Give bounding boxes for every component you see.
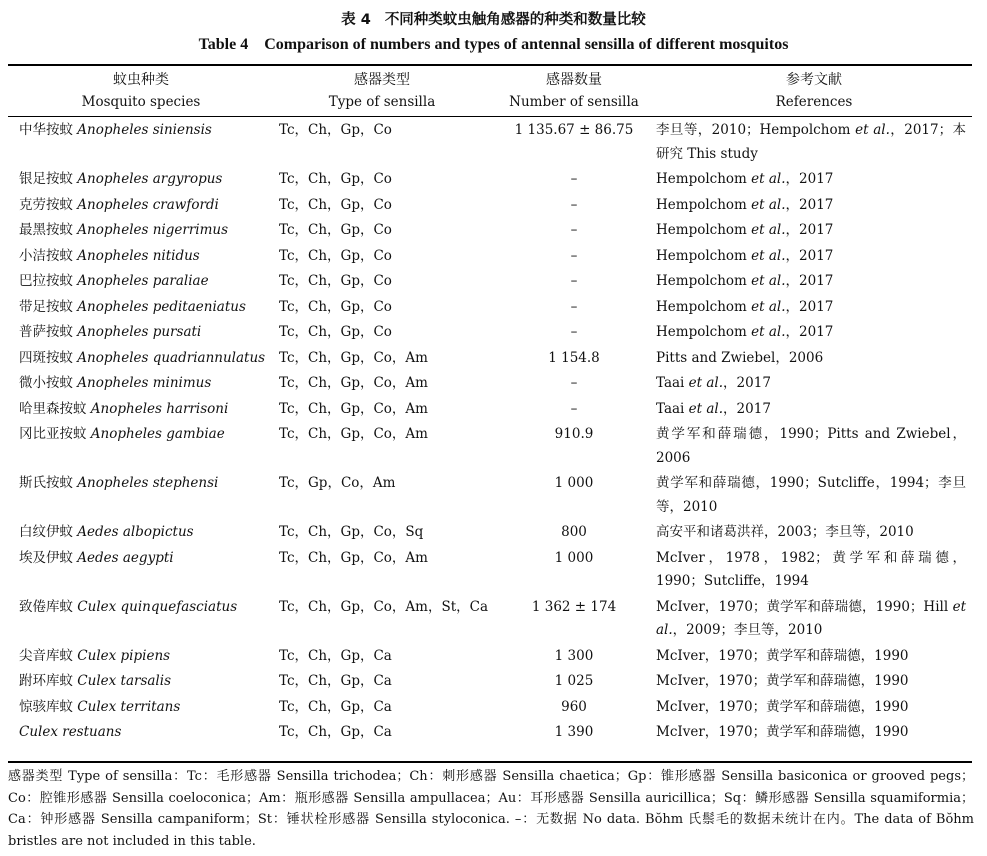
- references-cell: McIver，1978，1982；黄学军和薛瑞德，1990；Sutcliffe，1994: [656, 549, 966, 589]
- species-name-sci: Anopheles gambiae: [90, 426, 225, 442]
- sensilla-number-cell: 1 390: [554, 724, 594, 740]
- sensilla-number-cell: –: [570, 400, 578, 417]
- species-cell: [10, 193, 272, 219]
- species-name-cn: 银足按蚊: [19, 171, 73, 187]
- table-bottom-rule: [8, 761, 972, 763]
- sensilla-number-cell: 960: [561, 698, 587, 715]
- species-cell: [10, 320, 272, 346]
- species-name-cn: 小洁按蚊: [19, 247, 73, 264]
- sensilla-number-cell: 1 025: [554, 673, 594, 689]
- sensilla-number-cell: –: [570, 273, 578, 289]
- header-references-en: References: [775, 94, 853, 110]
- sensilla-number-cell: –: [570, 324, 578, 340]
- references-cell: McIver，1970；黄学军和薛瑞德，1990: [656, 673, 909, 689]
- sensilla-types-cell: Tc，Ch，Gp，Co，Am: [279, 426, 428, 442]
- table-row: [10, 193, 972, 219]
- table-row: [10, 320, 972, 346]
- header-number: [492, 69, 656, 113]
- table-caption-cn: [0, 8, 987, 29]
- references-cell: Taai et al.，2017: [656, 375, 771, 391]
- table-row: [10, 595, 972, 644]
- sensilla-types-cell: Tc，Ch，Gp，Co，Sq: [279, 524, 424, 540]
- table-row: [10, 546, 972, 595]
- species-cell: [10, 118, 272, 167]
- table-label-cn: 表 4: [341, 12, 371, 28]
- species-cell: [10, 218, 272, 244]
- species-name-cn: 四斑按蚊: [19, 349, 73, 366]
- species-cell: [10, 397, 272, 423]
- table-row: [10, 695, 972, 721]
- sensilla-types-cell: Tc，Ch，Gp，Co: [279, 247, 392, 264]
- species-name-sci: Aedes aegypti: [77, 549, 174, 566]
- species-cell: [10, 471, 272, 520]
- species-name-sci: Culex pipiens: [77, 647, 171, 664]
- header-type: [272, 69, 492, 113]
- species-name-cn: 哈里森按蚊: [19, 400, 87, 417]
- species-cell: [10, 244, 272, 270]
- species-name-cn: 跗环库蚊: [19, 673, 73, 689]
- sensilla-number-cell: –: [570, 298, 578, 315]
- species-name-sci: Culex territans: [77, 698, 181, 715]
- species-name-cn: 白纹伊蚊: [19, 524, 73, 540]
- species-name-sci: Anopheles nigerrimus: [77, 222, 229, 238]
- header-species-en: Mosquito species: [81, 94, 201, 110]
- species-name-sci: Anopheles nitidus: [77, 247, 200, 264]
- references-cell: 黄学军和薛瑞德，1990；Sutcliffe，1994；李旦等，2010: [656, 475, 966, 515]
- species-name-cn: 中华按蚊: [19, 122, 73, 138]
- references-cell: 高安平和诸葛洪祥，2003；李旦等，2010: [656, 524, 914, 540]
- sensilla-number-cell: –: [570, 222, 578, 238]
- sensilla-types-cell: Tc，Ch，Gp，Co: [279, 171, 392, 187]
- species-cell: [10, 595, 272, 644]
- table-row: [10, 644, 972, 670]
- table-title-cn: 不同种类蚊虫触角感器的种类和数量比较: [384, 12, 646, 28]
- references-cell: 黄学军和薛瑞德，1990；Pitts and Zwiebel，2006: [656, 426, 966, 466]
- species-cell: [10, 644, 272, 670]
- species-name-sci: Aedes albopictus: [77, 524, 194, 540]
- header-species-cn: 蚊虫种类: [113, 72, 169, 88]
- references-cell: McIver，1970；黄学军和薛瑞德，1990: [656, 647, 909, 664]
- species-cell: [10, 520, 272, 546]
- sensilla-number-cell: 1 135.67 ± 86.75: [514, 122, 634, 138]
- species-name-cn: 最黑按蚊: [19, 222, 73, 238]
- table-body: [10, 118, 972, 746]
- sensilla-types-cell: Tc，Ch，Gp，Co: [279, 222, 392, 238]
- table-header-rule: [8, 116, 972, 117]
- table-row: [10, 471, 972, 520]
- species-name-sci: Anopheles siniensis: [77, 122, 212, 138]
- sensilla-types-cell: Tc，Ch，Gp，Co，Am: [279, 375, 428, 391]
- sensilla-number-cell: –: [570, 375, 578, 391]
- references-cell: Hempolchom et al.，2017: [656, 247, 834, 264]
- sensilla-types-cell: Tc，Ch，Gp，Ca: [279, 647, 392, 664]
- species-name-cn: 埃及伊蚊: [19, 549, 73, 566]
- references-cell: McIver，1970；黄学军和薛瑞德，1990: [656, 698, 909, 715]
- species-cell: [10, 669, 272, 695]
- header-number-en: Number of sensilla: [509, 94, 639, 110]
- species-name-sci: Anopheles argyropus: [77, 171, 223, 187]
- sensilla-types-cell: Tc，Ch，Gp，Co: [279, 324, 392, 340]
- species-cell: [10, 371, 272, 397]
- species-cell: [10, 546, 272, 595]
- references-cell: Pitts and Zwiebel，2006: [656, 349, 824, 366]
- species-cell: [10, 295, 272, 321]
- sensilla-number-cell: –: [570, 171, 578, 187]
- table-footnote: 感器类型 Type of sensilla：Tc：毛形感器 Sensilla trichodea；Ch：刺形感器 Sensilla chaetica；Gp：锥形感器 Sensilla basiconica or grooved pegs；Co：腔锥形感器 Sensilla coeloconica；Am：瓶形感器 Sensilla ampullacea；Au：耳形感器 Sensilla auricillica；Sq：鳞形感器 Sensilla squamiformia；Ca：钟形感器 Sensilla campaniform；St：锤状栓形感器 Sensilla styloconica. –：无数据 No data. Bŏhm 氏鬃毛的数据未统计在内。The data of Bŏhm bristles are not included in this table.: [8, 769, 974, 849]
- references-cell: McIver，1970；黄学军和薛瑞德，1990；Hill et al.，2009；李旦等，2010: [656, 598, 966, 638]
- species-name-cn: 尖音库蚊: [19, 647, 73, 664]
- references-cell: Hempolchom et al.，2017: [656, 171, 834, 187]
- species-name-cn: 普萨按蚊: [19, 324, 73, 340]
- header-type-cn: 感器类型: [354, 72, 410, 88]
- sensilla-types-cell: Tc，Ch，Gp，Co，Am: [279, 549, 428, 566]
- table-row: [10, 397, 972, 423]
- table-row: [10, 167, 972, 193]
- sensilla-table: [10, 118, 972, 746]
- sensilla-number-cell: 910.9: [554, 426, 594, 442]
- species-name-cn: 带足按蚊: [19, 298, 73, 315]
- table-caption-en: [0, 36, 987, 54]
- species-cell: [10, 695, 272, 721]
- species-name-sci: Anopheles peditaeniatus: [77, 298, 246, 315]
- sensilla-types-cell: Tc，Ch，Gp，Ca: [279, 673, 392, 689]
- species-name-sci: Anopheles quadriannulatus: [77, 349, 266, 366]
- species-name-cn: 惊骇库蚊: [19, 698, 73, 715]
- species-name-sci: Anopheles pursati: [77, 324, 202, 340]
- species-name-cn: 克劳按蚊: [19, 196, 73, 213]
- sensilla-types-cell: Tc，Gp，Co，Am: [279, 475, 396, 491]
- sensilla-number-cell: –: [570, 196, 578, 213]
- species-name-cn: 微小按蚊: [19, 375, 73, 391]
- sensilla-number-cell: 1 000: [554, 549, 594, 566]
- references-cell: Hempolchom et al.，2017: [656, 196, 834, 213]
- references-cell: Hempolchom et al.，2017: [656, 222, 834, 238]
- table-row: [10, 520, 972, 546]
- header-species: [10, 69, 272, 113]
- sensilla-number-cell: 1 300: [554, 647, 594, 664]
- species-name-sci: Anopheles crawfordi: [77, 196, 219, 213]
- species-cell: [10, 422, 272, 471]
- sensilla-number-cell: –: [570, 247, 578, 264]
- sensilla-types-cell: Tc，Ch，Gp，Co: [279, 273, 392, 289]
- references-cell: Hempolchom et al.，2017: [656, 273, 834, 289]
- species-cell: [10, 167, 272, 193]
- table-row: [10, 269, 972, 295]
- table-row: [10, 346, 972, 372]
- header-references: [656, 69, 972, 113]
- species-name-cn: 巴拉按蚊: [19, 273, 73, 289]
- table-row: [10, 218, 972, 244]
- table-row: [10, 720, 972, 746]
- table-label-en: Table 4: [198, 36, 249, 53]
- table-row: [10, 295, 972, 321]
- species-name-cn: 致倦库蚊: [19, 598, 73, 615]
- sensilla-number-cell: 1 154.8: [548, 349, 600, 366]
- table-row: [10, 244, 972, 270]
- table-row: [10, 118, 972, 167]
- species-name-sci: Anopheles minimus: [77, 375, 212, 391]
- species-name-sci: Culex tarsalis: [77, 673, 171, 689]
- references-cell: Hempolchom et al.，2017: [656, 298, 834, 315]
- table-row: [10, 371, 972, 397]
- species-cell: [10, 269, 272, 295]
- table-title-en: Comparison of numbers and types of antennal sensilla of different mosquitos: [264, 36, 789, 53]
- header-references-cn: 参考文献: [786, 72, 842, 88]
- species-name-sci: Culex restuans: [19, 724, 122, 740]
- sensilla-types-cell: Tc，Ch，Gp，Co，Am，St，Ca: [279, 598, 489, 615]
- species-name-cn: 斯氏按蚊: [19, 475, 73, 491]
- sensilla-number-cell: 1 362 ± 174: [531, 598, 617, 615]
- header-number-cn: 感器数量: [546, 72, 602, 88]
- sensilla-number-cell: 800: [561, 524, 587, 540]
- sensilla-number-cell: 1 000: [554, 475, 594, 491]
- table-row: [10, 669, 972, 695]
- species-name-cn: 冈比亚按蚊: [19, 426, 87, 442]
- references-cell: 李旦等，2010；Hempolchom et al.，2017；本研究 This study: [656, 122, 967, 162]
- species-name-sci: Culex quinquefasciatus: [77, 598, 238, 615]
- sensilla-types-cell: Tc，Ch，Gp，Co: [279, 122, 392, 138]
- species-name-sci: Anopheles paraliae: [77, 273, 209, 289]
- table-top-rule: [8, 64, 972, 66]
- species-cell: [10, 346, 272, 372]
- sensilla-types-cell: Tc，Ch，Gp，Co: [279, 298, 392, 315]
- header-type-en: Type of sensilla: [328, 94, 436, 110]
- sensilla-types-cell: Tc，Ch，Gp，Ca: [279, 698, 392, 715]
- references-cell: Hempolchom et al.，2017: [656, 324, 834, 340]
- species-name-sci: Anopheles harrisoni: [90, 400, 229, 417]
- sensilla-types-cell: Tc，Ch，Gp，Ca: [279, 724, 392, 740]
- species-name-sci: Anopheles stephensi: [77, 475, 219, 491]
- references-cell: Taai et al.，2017: [656, 400, 771, 417]
- sensilla-types-cell: Tc，Ch，Gp，Co，Am: [279, 400, 428, 417]
- sensilla-types-cell: Tc，Ch，Gp，Co: [279, 196, 392, 213]
- table-row: [10, 422, 972, 471]
- references-cell: McIver，1970；黄学军和薛瑞德，1990: [656, 724, 909, 740]
- sensilla-types-cell: Tc，Ch，Gp，Co，Am: [279, 349, 428, 366]
- species-cell: [10, 720, 272, 746]
